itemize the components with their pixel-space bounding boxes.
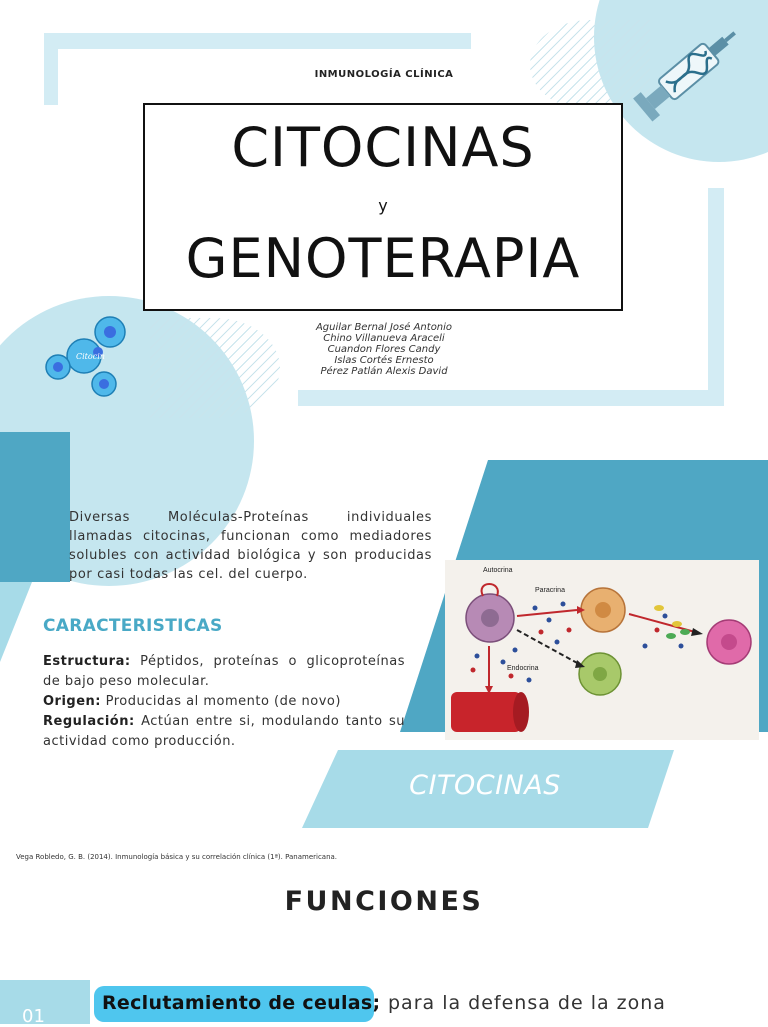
label-endocrina: Endocrina xyxy=(507,665,539,672)
frame-bar-top xyxy=(44,33,471,49)
caracteristica-term: Estructura: xyxy=(43,654,131,669)
author-name: Pérez Patlán Alexis David xyxy=(320,366,448,377)
caracteristica-term: Regulación: xyxy=(43,714,135,729)
author-name: Aguilar Bernal José Antonio xyxy=(315,322,453,333)
function-description: para la defensa de la zona xyxy=(388,992,666,1014)
frame-bar-bottom xyxy=(298,390,724,406)
frame-bar-right xyxy=(708,188,724,406)
author-name: Islas Cortés Ernesto xyxy=(334,355,434,366)
number-badge-shape xyxy=(0,980,90,1024)
caracteristica-item xyxy=(43,712,405,752)
caracteristica-text: Actúan entre si, modulando tanto su actividad como producción. xyxy=(43,714,406,749)
label-paracrina: Paracrina xyxy=(535,587,565,594)
caracteristica-item xyxy=(43,692,405,712)
author-list xyxy=(240,322,528,377)
cytokine-icon-label: Citocin xyxy=(76,352,105,361)
cytokine-cells-icon xyxy=(40,312,136,402)
reference-citation: Vega Robledo, G. B. (2014). Inmunología básica y su correlación clínica (1ª). Panamericana. xyxy=(16,853,338,861)
caracteristica-text: Péptidos, proteínas o glicoproteínas de bajo peso molecular. xyxy=(43,654,405,689)
blood-vessel xyxy=(451,692,521,732)
caracteristica-text: Producidas al momento (de novo) xyxy=(105,694,341,709)
caracteristicas-list xyxy=(43,652,405,752)
caracteristica-term: Origen: xyxy=(43,694,101,709)
function-highlight: Reclutamiento de ceulas; xyxy=(102,992,381,1014)
function-number: 01 xyxy=(22,1006,45,1027)
author-name: Cuandon Flores Candy xyxy=(327,344,441,355)
banner-citocinas: CITOCINAS xyxy=(409,770,561,801)
intro-paragraph: Diversas Moléculas-Proteínas individuales llamadas citocinas, funcionan como mediadores solubles con actividad biológica y son producidas por casi todas las cel. del cuerpo. xyxy=(69,510,432,582)
title-connector: y xyxy=(378,196,388,215)
author-name: Chino Villanueva Araceli xyxy=(323,333,445,344)
caracteristicas-heading: CARACTERISTICAS xyxy=(43,616,223,636)
cytokine-signaling-figure xyxy=(445,560,759,740)
caracteristica-item xyxy=(43,652,405,692)
course-subject: INMUNOLOGÍA CLÍNICA xyxy=(314,69,454,80)
title-line-1: CITOCINAS xyxy=(231,116,535,179)
funciones-heading: FUNCIONES xyxy=(284,886,484,917)
title-line-2: GENOTERAPIA xyxy=(185,227,581,290)
label-autocrina: Autocrina xyxy=(483,567,513,574)
